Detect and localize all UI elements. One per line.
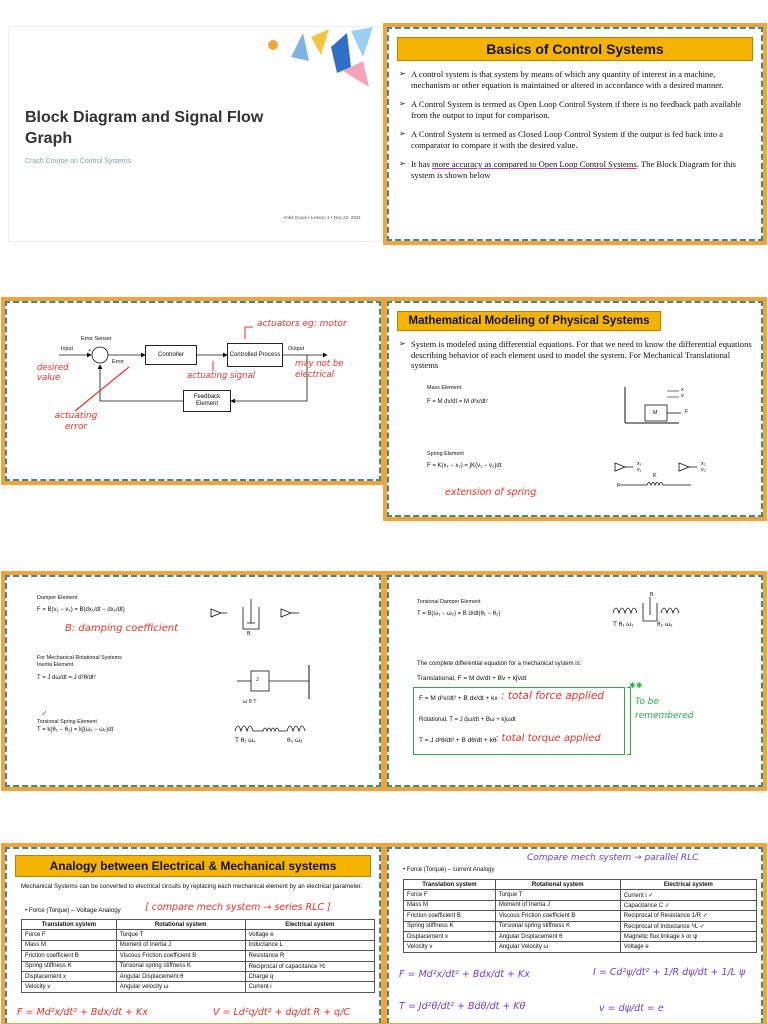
inertia-marks: ω θ T [243,699,257,705]
modeling-slide [386,300,764,518]
annotation-total-force: : total force applied [501,690,604,702]
plus-sign: + [88,348,92,354]
basics-bullet-3: ➢ A Control System is termed as Closed Loop Control System if the output is fed back into a comparator to compare it with the desired value. [399,129,754,150]
voltage-analogy-slide [4,846,382,1024]
table-row: Velocity v Angular Velocity ω Voltage e [404,942,757,952]
table-row: Velocity v Angular velocity ω Current i [22,982,375,992]
damper-element-label: Damper Element [37,595,78,601]
modeling-bullets [399,339,755,380]
slide-footer: Ankit Goyal • Lesson 1 • Nov 22, 2021 [283,215,361,220]
handwritten-voltage-flux-equation: v = dψ/dt = e [599,1003,664,1014]
annotation-extension-of-spring: extension of spring [445,487,537,498]
controlled-process-block: Controlled Process [227,343,283,367]
error-sensor-label: Error Sensor [81,336,112,342]
table-row: Force F Torque T Current i ✓ [404,890,757,900]
table-row: Mass M Moment of Inertia J Capacitance C ✓ [404,900,757,910]
annotation-parallel-rlc: Compare mech system → parallel RLC [527,853,699,863]
damper-element-figure [207,599,307,643]
analogy-subhead: • Force (Torque) – Voltage Analogy [25,907,121,914]
minus-sign: - [93,362,95,368]
complete-equation-slide [386,574,764,788]
table-header-row: Translation system Rotational system Electrical system [404,880,757,890]
input-label: Input [61,346,73,352]
annotation-may-not-be-electrical: may not be electrical [295,359,344,380]
inertia-element-figure [233,663,313,703]
spring-x1-label: x₁ [637,461,642,467]
basics-slide [386,26,764,242]
current-analogy-table [403,879,757,953]
spring-element-equation: F = K(x₁ − x₂) = ∫K(v₁ − v₂)dt [427,463,502,469]
table-row: Friction coefficient B Viscous Friction coefficient B Resistance R [22,951,375,961]
translational-line: Translational, F = M dv/dt + Bv + k∫vdt [417,675,527,682]
torsional-spring-equation: T = k(θ₁ − θ₂) = k∫(ω₁ − ω₂)dt [37,727,114,733]
annotation-actuating-error: actuating error [54,411,98,432]
annotation-actuating-signal: actuating signal [187,371,256,381]
title-slide [8,26,382,242]
annotation-total-torque: : total torque applied [495,733,601,744]
torsional-damper-t-theta1: T θ₁ ω₁ [613,621,634,628]
basics-bullet-2: ➢ A Control System is termed as Open Loop Control System if there is no feedback path available from the output to input for comparison. [399,99,754,120]
check-mark-icon: ✓ [41,709,48,718]
spring-k-label: K [653,473,657,479]
remember-box [627,687,631,755]
mass-f-label: F [685,409,689,415]
error-label: Error [112,359,124,365]
torsional-damper-equation: T = B(ω₁ − ω₂) = B d/dt(θ₁ − θ₂) [417,611,501,617]
annotation-damping-coefficient: B: damping coefficient [65,623,179,634]
analogy-title: Analogy between Electrical & Mechanical systems [15,855,371,877]
modeling-title: Mathematical Modeling of Physical Systems [397,311,661,331]
table-row: Spring stiffness K Torsional spring stiffness K Reciprocal of Inductance ⅟L ✓ [404,921,757,931]
mass-element-label: Mass Element [427,385,462,391]
torsional-spring-figure [231,717,321,739]
annotation-to-be-remembered: To be remembered [635,697,694,721]
output-label: Output [288,346,305,352]
mass-x-label: x [681,387,684,393]
current-analogy-subhead: • Force (Torque) – current Analogy [403,867,495,873]
handwritten-current-equation: I = Cd²ψ/dt² + 1/R dψ/dt + 1/L ψ [593,967,746,978]
inertia-element-label: Inertia Element [37,662,74,668]
spring-f-label: F [617,483,621,489]
rotational-heading: For Mechanical Rotational Systems [37,655,122,661]
spring-x2-label: x₂ [701,461,706,467]
table-row: Spring stiffness K Torsional spring stiffness K Reciprocal of capacitance ⅟c [22,961,375,971]
mass-m-label: M [653,410,658,416]
damper-slide [4,574,382,788]
torsional-damper-theta2: θ₂ ω₂ [657,621,673,628]
controller-block: Controller [145,345,197,365]
table-header-row: Translation system Rotational system Electrical system [22,920,375,930]
torsional-damper-b: B [650,592,654,598]
table-row: Displacement x Angular Displacement θ Magnetic flux linkage λ or ψ [404,931,757,941]
decorative-shapes-graphic [251,27,381,97]
modeling-bullet: ➢ System is modeled using differential equations. For that we need to know the differential equations describing behavior of each element used to model the system. For Mechanical Translational systems [399,339,755,371]
analogy-intro: Mechanical Systems can be converted to electrical circuits by replacing each mechanical element by an electrical parameter. [21,883,363,890]
basics-title: Basics of Control Systems [397,37,753,61]
inertia-j-label: J [256,677,259,683]
spring-v2-label: v₂ [701,467,706,473]
torsional-theta2: θ₂ ω₂ [287,737,303,744]
table-row: Displacement x Angular Displacement θ Charge q [22,971,375,981]
box-equation-rotational: Rotational, T = J dω/dt + Bω + k∫ωdt [419,717,516,723]
spring-v1-label: v₁ [637,467,642,473]
torsional-spring-label: Torsional Spring Element [37,719,97,725]
box-equation-force: F = M d²x/dt² + B dx/dt + kx [419,695,498,702]
basics-bullet-4: ➢ It has more accuracy as compared to Open Loop Control Systems. The Block Diagram for this system is shown below [399,159,754,180]
page-subtitle: Crash Course on Control Systems [25,158,132,165]
basics-bullet-1: ➢ A control system is that system by means of which any quantity of interest in a machine, mechanism or other equation is maintained or altered in accordance with a desired manner. [399,69,754,90]
block-diagram-slide [4,300,382,482]
torsional-t-theta1: T θ₁ ω₁ [235,737,256,744]
underlined-phrase: more accuracy as compared to Open Loop Control Systems [432,159,637,169]
current-analogy-slide [386,846,764,1024]
basics-bullets [399,69,754,189]
mass-element-equation: F = M dv/dt = M d²x/dt² [427,399,488,405]
annotation-desired-value: desired value [37,363,69,383]
feedback-block: Feedback Element [183,390,231,412]
star-icon: ✱✱ [629,681,643,690]
handwritten-torque-equation: T = Jd²θ/dt² + Bdθ/dt + Kθ [399,1001,526,1012]
mass-v-label: v [681,393,684,399]
mass-element-figure [619,383,699,431]
damper-b-label: B [247,631,251,637]
torsional-damper-label: Torsional Damper Element [417,599,481,605]
annotation-actuators: actuators eg: motor [257,319,347,329]
handwritten-force-equation: F = Md²x/dt² + Bdx/dt + Kx [17,1007,148,1018]
handwritten-voltage-equation: V = Ld²q/dt² + dq/dt R + q/C [213,1007,350,1018]
page-title: Block Diagram and Signal Flow Graph [25,109,264,147]
handwritten-force-equation: F = Md²x/dt² + Bdx/dt + Kx [399,969,530,980]
inertia-element-equation: T = J dω/dt = J d²θ/dt² [37,675,96,681]
voltage-analogy-table [21,919,375,993]
annotation-series-rlc: [ compare mech system → series RLC ] [145,902,331,913]
box-equation-torque: T = J d²θ/dt² + B dθ/dt + kθ [419,737,497,744]
table-row: Mass M Moment of Inertia J Inductance L [22,940,375,950]
table-row: Friction coefficient B Viscous Friction coefficient B Reciprocal of Resistance 1/R ✓ [404,911,757,921]
complete-heading: The complete differential equation for a mechanical system is: [417,661,582,667]
table-row: Force F Torque T Voltage e [22,930,375,940]
damper-element-equation: F = B(v₁ − v₂) = B(dx₁/dt − dx₂/dt) [37,607,125,613]
spring-element-label: Spring Element [427,451,464,457]
